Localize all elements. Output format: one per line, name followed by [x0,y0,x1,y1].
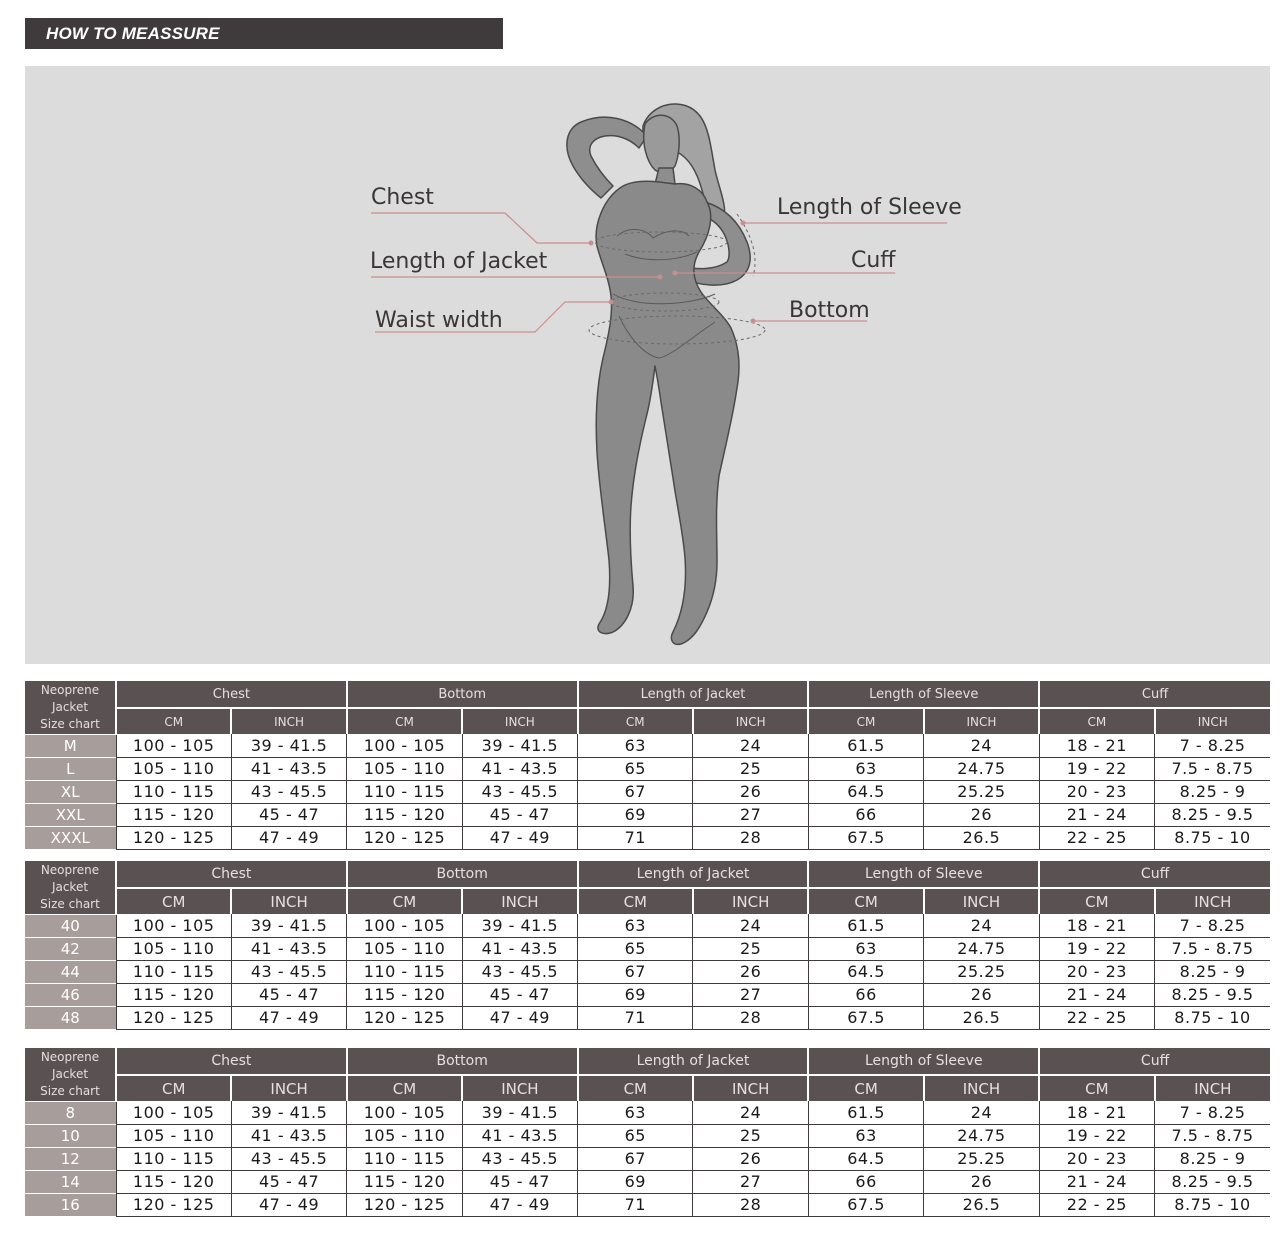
measurement-cell: 24.75 [924,757,1039,780]
corner-line: Size chart [40,896,100,911]
unit-header: INCH [1155,708,1270,734]
table-corner-label [25,1048,116,1101]
measurement-cell: 22 - 25 [1039,1006,1154,1029]
measurement-cell: 21 - 24 [1039,983,1154,1006]
measurement-cell: 41 - 43.5 [231,757,346,780]
measurement-cell: 47 - 49 [231,826,346,849]
measurement-cell: 18 - 21 [1039,734,1154,757]
measurement-cell: 64.5 [808,1147,923,1170]
measurement-cell: 47 - 49 [231,1193,346,1216]
measurement-cell: 26 [924,983,1039,1006]
unit-header: INCH [924,1075,1039,1101]
size-label: XL [25,780,116,803]
measurement-cell: 100 - 105 [347,1101,462,1124]
measurement-cell: 24 [924,734,1039,757]
column-group-header: Cuff [1039,861,1270,888]
measurement-cell: 120 - 125 [347,1006,462,1029]
measurement-cell: 26.5 [924,826,1039,849]
unit-header: CM [116,1075,231,1101]
measurement-cell: 120 - 125 [347,1193,462,1216]
measurement-cell: 65 [578,757,693,780]
measurement-cell: 27 [693,983,808,1006]
measurement-cell: 24 [693,1101,808,1124]
measurement-cell: 67.5 [808,826,923,849]
measurement-cell: 41 - 43.5 [462,1124,577,1147]
measurement-cell: 110 - 115 [116,960,231,983]
measurement-cell: 19 - 22 [1039,757,1154,780]
measurement-cell: 8.25 - 9 [1155,1147,1270,1170]
label-cuff: Cuff [851,248,896,273]
column-group-header: Length of Jacket [578,861,809,888]
unit-header: CM [578,1075,693,1101]
unit-header: CM [808,888,923,914]
measurement-cell: 63 [808,1124,923,1147]
measurement-cell: 25 [693,1124,808,1147]
measurement-cell: 100 - 105 [116,1101,231,1124]
measurement-cell: 24.75 [924,1124,1039,1147]
measurement-cell: 105 - 110 [347,937,462,960]
size-label: 42 [25,937,116,960]
measurement-cell: 67 [578,1147,693,1170]
column-group-header: Bottom [347,681,578,708]
measurement-cell: 71 [578,826,693,849]
unit-header: INCH [924,708,1039,734]
measurement-cell: 65 [578,937,693,960]
unit-header: INCH [924,888,1039,914]
measurement-cell: 43 - 45.5 [462,1147,577,1170]
measurement-cell: 45 - 47 [231,983,346,1006]
measurement-cell: 61.5 [808,734,923,757]
unit-header: INCH [462,708,577,734]
measurement-cell: 25.25 [924,960,1039,983]
measurement-cell: 69 [578,1170,693,1193]
measurement-cell: 7 - 8.25 [1155,914,1270,937]
size-label: 48 [25,1006,116,1029]
size-label: XXL [25,803,116,826]
measurement-cell: 63 [578,734,693,757]
unit-header: INCH [231,708,346,734]
measurement-illustration-panel [25,66,1270,664]
measurement-cell: 61.5 [808,914,923,937]
column-group-header: Bottom [347,861,578,888]
corner-line: Neoprene [40,682,100,697]
label-chest: Chest [371,185,434,210]
measurement-cell: 19 - 22 [1039,937,1154,960]
measurement-cell: 69 [578,983,693,1006]
unit-header: CM [1039,888,1154,914]
table-row [25,983,1270,1006]
measurement-cell: 47 - 49 [462,1193,577,1216]
measurement-cell: 8.25 - 9.5 [1155,803,1270,826]
corner-line: Size chart [40,716,100,731]
table-row [25,734,1270,757]
column-group-header: Length of Sleeve [808,1048,1039,1075]
measurement-cell: 39 - 41.5 [462,914,577,937]
measurement-cell: 24.75 [924,937,1039,960]
measurement-cell: 63 [578,914,693,937]
measurement-cell: 41 - 43.5 [462,937,577,960]
measurement-cell: 45 - 47 [231,803,346,826]
size-label: 16 [25,1193,116,1216]
measurement-cell: 8.25 - 9.5 [1155,1170,1270,1193]
measurement-cell: 19 - 22 [1039,1124,1154,1147]
unit-header: CM [1039,708,1154,734]
measurement-cell: 20 - 23 [1039,1147,1154,1170]
size-label: 44 [25,960,116,983]
measurement-cell: 43 - 45.5 [231,780,346,803]
column-group-header: Length of Sleeve [808,681,1039,708]
table-row [25,914,1270,937]
measurement-cell: 8.25 - 9.5 [1155,983,1270,1006]
corner-line: Size chart [40,1083,100,1098]
measurement-cell: 18 - 21 [1039,1101,1154,1124]
table-row [25,803,1270,826]
column-group-header: Length of Jacket [578,1048,809,1075]
unit-header: CM [578,888,693,914]
measurement-cell: 71 [578,1006,693,1029]
measurement-cell: 26 [924,803,1039,826]
size-label: 10 [25,1124,116,1147]
measurement-cell: 7.5 - 8.75 [1155,937,1270,960]
measurement-cell: 25 [693,757,808,780]
measurement-cell: 8.25 - 9 [1155,780,1270,803]
measurement-cell: 43 - 45.5 [462,780,577,803]
measurement-cell: 25 [693,937,808,960]
measurement-cell: 47 - 49 [462,1006,577,1029]
measurement-cell: 26 [693,780,808,803]
measurement-cell: 43 - 45.5 [462,960,577,983]
unit-header: CM [347,708,462,734]
measurement-cell: 120 - 125 [347,826,462,849]
table-row [25,826,1270,849]
measurement-cell: 28 [693,826,808,849]
measurement-cell: 24 [693,734,808,757]
corner-line: Jacket [51,1066,89,1081]
unit-header: CM [116,708,231,734]
measurement-cell: 67 [578,960,693,983]
measurement-cell: 26.5 [924,1006,1039,1029]
measurement-cell: 67.5 [808,1193,923,1216]
unit-header: INCH [1155,888,1270,914]
label-length-of-jacket: Length of Jacket [370,249,548,274]
measurement-cell: 28 [693,1006,808,1029]
measurement-cell: 26.5 [924,1193,1039,1216]
measurement-cell: 27 [693,1170,808,1193]
corner-line: Neoprene [40,862,100,877]
measurement-cell: 7.5 - 8.75 [1155,1124,1270,1147]
measurement-cell: 100 - 105 [116,914,231,937]
measurement-cell: 24 [924,1101,1039,1124]
measurement-cell: 39 - 41.5 [231,1101,346,1124]
size-label: 46 [25,983,116,1006]
unit-header: CM [347,888,462,914]
column-group-header: Length of Jacket [578,681,809,708]
measurement-cell: 115 - 120 [347,1170,462,1193]
measurement-cell: 7 - 8.25 [1155,734,1270,757]
measurement-cell: 110 - 115 [116,1147,231,1170]
measurement-cell: 41 - 43.5 [462,757,577,780]
table-row [25,1147,1270,1170]
measurement-cell: 71 [578,1193,693,1216]
table-row [25,757,1270,780]
corner-line: Neoprene [40,1049,100,1064]
measurement-cell: 25.25 [924,1147,1039,1170]
measurement-cell: 45 - 47 [231,1170,346,1193]
measurement-cell: 120 - 125 [116,1193,231,1216]
unit-header: INCH [693,708,808,734]
measurement-cell: 39 - 41.5 [462,1101,577,1124]
size-chart-table-letter [25,681,1270,850]
measurement-cell: 110 - 115 [347,960,462,983]
measurement-cell: 7.5 - 8.75 [1155,757,1270,780]
size-label: M [25,734,116,757]
measurement-cell: 100 - 105 [347,734,462,757]
unit-header: INCH [693,888,808,914]
unit-header: CM [116,888,231,914]
measurement-cell: 64.5 [808,780,923,803]
corner-line: Jacket [51,699,89,714]
column-group-header: Bottom [347,1048,578,1075]
measurement-cell: 65 [578,1124,693,1147]
measurement-cell: 8.75 - 10 [1155,826,1270,849]
unit-header: INCH [693,1075,808,1101]
measurement-cell: 45 - 47 [462,983,577,1006]
measurement-cell: 24 [693,914,808,937]
column-group-header: Cuff [1039,1048,1270,1075]
measurement-cell: 28 [693,1193,808,1216]
measurement-cell: 66 [808,983,923,1006]
measurement-cell: 8.75 - 10 [1155,1006,1270,1029]
measurement-cell: 43 - 45.5 [231,1147,346,1170]
measurement-cell: 115 - 120 [116,1170,231,1193]
table-row [25,1006,1270,1029]
measurement-cell: 100 - 105 [116,734,231,757]
measurement-cell: 63 [578,1101,693,1124]
measurement-cell: 120 - 125 [116,826,231,849]
label-length-of-sleeve: Length of Sleeve [777,195,962,220]
size-label: 8 [25,1101,116,1124]
measurement-cell: 41 - 43.5 [231,1124,346,1147]
measurement-cell: 8.25 - 9 [1155,960,1270,983]
measurement-cell: 47 - 49 [231,1006,346,1029]
measurement-cell: 26 [924,1170,1039,1193]
table-corner-label [25,681,116,734]
measurement-cell: 66 [808,1170,923,1193]
measurement-cell: 18 - 21 [1039,914,1154,937]
table-row [25,960,1270,983]
measurement-cell: 27 [693,803,808,826]
measurement-cell: 115 - 120 [116,983,231,1006]
measurement-cell: 22 - 25 [1039,826,1154,849]
unit-header: CM [808,708,923,734]
measurement-cell: 105 - 110 [347,1124,462,1147]
measurement-cell: 105 - 110 [116,1124,231,1147]
unit-header: INCH [462,1075,577,1101]
measurement-cell: 63 [808,937,923,960]
table-row [25,1124,1270,1147]
unit-header: CM [1039,1075,1154,1101]
page-title: HOW TO MEASSURE [25,18,503,49]
measurement-cell: 24 [924,914,1039,937]
table-row [25,780,1270,803]
measurement-cell: 63 [808,757,923,780]
measurement-cell: 26 [693,1147,808,1170]
measurement-cell: 21 - 24 [1039,1170,1154,1193]
measurement-cell: 20 - 23 [1039,780,1154,803]
measurement-cell: 67.5 [808,1006,923,1029]
measurement-cell: 120 - 125 [116,1006,231,1029]
measurement-cell: 69 [578,803,693,826]
size-label: 40 [25,914,116,937]
table-corner-label [25,861,116,914]
unit-header: INCH [462,888,577,914]
size-chart-table-small-numeric [25,1048,1270,1217]
measurement-cell: 41 - 43.5 [231,937,346,960]
measurement-cell: 110 - 115 [116,780,231,803]
measurement-cell: 105 - 110 [116,757,231,780]
unit-header: CM [347,1075,462,1101]
corner-line: Jacket [51,879,89,894]
unit-header: INCH [1155,1075,1270,1101]
table-row [25,1101,1270,1124]
measurement-cell: 105 - 110 [116,937,231,960]
measurement-cell: 61.5 [808,1101,923,1124]
size-label: L [25,757,116,780]
measurement-cell: 8.75 - 10 [1155,1193,1270,1216]
table-row [25,937,1270,960]
table-row [25,1193,1270,1216]
measurement-cell: 39 - 41.5 [231,734,346,757]
measurement-cell: 20 - 23 [1039,960,1154,983]
measurement-cell: 26 [693,960,808,983]
unit-header: INCH [231,1075,346,1101]
size-label: 12 [25,1147,116,1170]
measurement-cell: 64.5 [808,960,923,983]
measurement-cell: 110 - 115 [347,780,462,803]
measurement-cell: 115 - 120 [347,803,462,826]
unit-header: INCH [231,888,346,914]
size-chart-table-numeric [25,861,1270,1030]
column-group-header: Length of Sleeve [808,861,1039,888]
table-row [25,1170,1270,1193]
measurement-cell: 47 - 49 [462,826,577,849]
measurement-cell: 39 - 41.5 [462,734,577,757]
size-label: XXXL [25,826,116,849]
size-label: 14 [25,1170,116,1193]
measurement-cell: 21 - 24 [1039,803,1154,826]
body-figure-illustration [25,66,1270,664]
measurement-cell: 66 [808,803,923,826]
measurement-cell: 45 - 47 [462,803,577,826]
column-group-header: Chest [116,681,347,708]
measurement-cell: 115 - 120 [347,983,462,1006]
column-group-header: Chest [116,1048,347,1075]
measurement-cell: 115 - 120 [116,803,231,826]
label-bottom: Bottom [789,298,870,323]
label-waist-width: Waist width [375,308,503,333]
measurement-cell: 43 - 45.5 [231,960,346,983]
measurement-cell: 105 - 110 [347,757,462,780]
measurement-cell: 100 - 105 [347,914,462,937]
measurement-cell: 67 [578,780,693,803]
column-group-header: Chest [116,861,347,888]
measurement-cell: 22 - 25 [1039,1193,1154,1216]
measurement-cell: 110 - 115 [347,1147,462,1170]
measurement-cell: 25.25 [924,780,1039,803]
measurement-cell: 39 - 41.5 [231,914,346,937]
measurement-cell: 7 - 8.25 [1155,1101,1270,1124]
column-group-header: Cuff [1039,681,1270,708]
measurement-cell: 45 - 47 [462,1170,577,1193]
unit-header: CM [578,708,693,734]
unit-header: CM [808,1075,923,1101]
